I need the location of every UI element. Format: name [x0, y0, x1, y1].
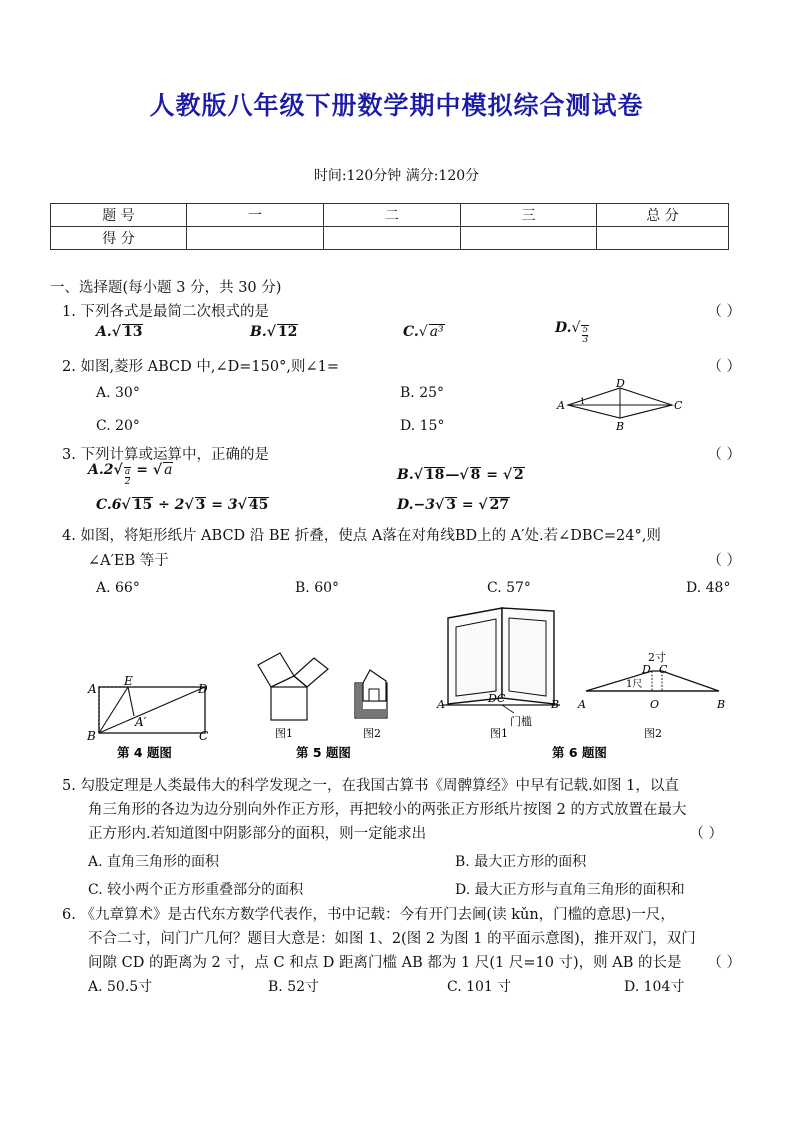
question-5-line1: 5. 勾股定理是人类最伟大的科学发现之一，在我国古算书《周髀算经》中早有记载.如图 1，以直 — [62, 778, 679, 794]
question-4-stem-line2: ∠A′EB 等于 — [88, 553, 169, 569]
figure-5-label-1: 图1 — [275, 727, 293, 740]
label-b: B — [551, 698, 560, 711]
answer-paren[interactable]: （ ） — [707, 955, 741, 971]
label-b: B — [616, 420, 625, 433]
figure-5-label-2: 图2 — [363, 727, 381, 740]
question-5-line3: 正方形内.若知道图中阴影部分的面积，则一定能求出 — [88, 826, 427, 842]
table-cell: 一 — [187, 204, 324, 227]
radicand: 13 — [122, 324, 143, 340]
question-6-line1: 6. 《九章算术》是古代东方数学代表作，书中记载：今有开门去阃(读 kǔn，门槛的意思)一尺， — [62, 907, 675, 923]
table-row — [51, 204, 729, 227]
page-title: 人教版八年级下册数学期中模拟综合测试卷 — [149, 91, 644, 120]
question-4-stem-line1: 4. 如图，将矩形纸片 ABCD 沿 BE 折叠，使点 A落在对角线BD上的 A′处.若∠DBC=24°,则 — [62, 528, 661, 544]
option-label: D.−3 — [397, 497, 435, 513]
label-a: A — [437, 698, 445, 711]
q2-option-c[interactable]: C. 20° — [96, 418, 140, 434]
figure-4 — [86, 674, 208, 760]
fraction-denominator: 3 — [582, 335, 589, 345]
table-cell[interactable] — [187, 227, 324, 250]
radicand: 27 — [489, 497, 510, 513]
label-d2: D — [642, 663, 651, 676]
fraction-numerator: 5 — [582, 325, 589, 335]
q1-option-b[interactable]: B.√ 12 — [250, 324, 298, 340]
divide: ÷ 2 — [158, 497, 185, 513]
label-b: B — [87, 729, 96, 743]
radicand: 2 — [514, 467, 524, 483]
q5-option-b[interactable]: B. 最大正方形的面积 — [455, 854, 587, 870]
table-cell: 总 分 — [597, 204, 729, 227]
radicand: 3 — [195, 497, 206, 513]
q2-option-b[interactable]: B. 25° — [400, 385, 445, 401]
fraction-numerator: a — [124, 467, 131, 477]
q5-option-c[interactable]: C. 较小两个正方形重叠部分的面积 — [88, 882, 304, 898]
question-5-line2: 角三角形的各边为边分别向外作正方形，再把较小的两张正方形纸片按图 2 的方式放置在最大 — [88, 802, 687, 818]
option-label: C. — [403, 324, 419, 340]
q6-option-d[interactable]: D. 104寸 — [624, 979, 685, 995]
radicand: 15 — [132, 497, 153, 513]
table-cell: 二 — [324, 204, 461, 227]
radicand: 3 — [446, 497, 456, 513]
q6-option-a[interactable]: A. 50.5寸 — [88, 979, 153, 995]
table-cell[interactable] — [597, 227, 729, 250]
label-d: D — [616, 377, 625, 390]
label-a: A — [88, 682, 97, 696]
answer-paren[interactable]: （ ） — [689, 826, 723, 842]
equals: = 3 — [211, 497, 238, 513]
radicand: 8 — [470, 467, 481, 483]
radicand: 45 — [248, 497, 269, 513]
label-2cun: 2寸 — [648, 651, 666, 664]
q4-option-a[interactable]: A. 66° — [96, 580, 140, 596]
label-c: C — [674, 399, 683, 412]
option-label: B. — [397, 467, 414, 483]
q2-option-a[interactable]: A. 30° — [96, 385, 140, 401]
label-angle-1: 1 — [580, 397, 586, 406]
section-heading: 一、选择题(每小题 3 分，共 30 分) — [50, 280, 282, 296]
figure-6 — [436, 608, 725, 760]
label-e: E — [124, 674, 133, 688]
q5-option-d[interactable]: D. 最大正方形与直角三角形的面积和 — [455, 882, 685, 898]
equals: = — [461, 497, 474, 513]
q4-option-b[interactable]: B. 60° — [295, 580, 340, 596]
q6-option-c[interactable]: C. 101 寸 — [447, 979, 512, 995]
q1-option-c[interactable]: C.√ a³ — [403, 324, 444, 340]
label-1chi: 1尺 — [626, 679, 643, 690]
answer-paren[interactable]: （ ） — [707, 553, 741, 569]
radicand: 18 — [424, 467, 445, 483]
figure-6-label-1: 图1 — [490, 727, 508, 740]
equals: = — [486, 467, 498, 483]
table-cell[interactable] — [324, 227, 461, 250]
table-cell: 得 分 — [51, 227, 187, 250]
question-2-stem: 2. 如图,菱形 ABCD 中,∠D=150°,则∠1= — [62, 359, 339, 375]
label-d: D — [198, 682, 208, 696]
answer-paren[interactable]: （ ） — [707, 304, 741, 320]
q6-option-b[interactable]: B. 52寸 — [268, 979, 320, 995]
answer-paren[interactable]: （ ） — [707, 359, 741, 375]
option-label: D. — [555, 320, 572, 336]
label-c2: C — [659, 663, 668, 676]
q2-option-d[interactable]: D. 15° — [400, 418, 445, 434]
q3-option-c[interactable]: C.6√ 15 ÷ 2√ 3 = 3√ 45 — [96, 497, 269, 513]
label-a-prime: A′ — [135, 715, 147, 729]
question-1-stem: 1. 下列各式是最简二次根式的是 — [62, 304, 269, 320]
option-label: A. — [96, 324, 112, 340]
table-cell: 题 号 — [51, 204, 187, 227]
q3-option-b[interactable]: B.√ 18—√ 8 = √ 2 — [397, 467, 524, 483]
q4-option-d[interactable]: D. 48° — [686, 580, 731, 596]
label-menkan: 门槛 — [510, 715, 532, 728]
label-a: A — [557, 399, 565, 412]
label-a2: A — [578, 698, 586, 711]
q5-option-a[interactable]: A. 直角三角形的面积 — [88, 854, 220, 870]
figure-6-caption: 第 6 题图 — [552, 745, 607, 760]
answer-paren[interactable]: （ ） — [707, 447, 741, 463]
q1-option-a[interactable]: A.√ 13 — [96, 324, 143, 340]
table-cell[interactable] — [461, 227, 597, 250]
label-o: O — [650, 698, 660, 711]
table-cell: 三 — [461, 204, 597, 227]
question-6-line2: 不合二寸，问门广几何？题目大意是：如图 1、2(图 2 为图 1 的平面示意图)，推开双门，双门 — [88, 931, 696, 947]
figure-4-caption: 第 4 题图 — [117, 745, 172, 760]
equals: = — [136, 462, 149, 478]
question-6-line3: 间隙 CD 的距离为 2 寸，点 C 和点 D 距离门槛 AB 都为 1 尺(1 尺=10 寸)，则 AB 的长是 — [88, 955, 682, 971]
radicand: a — [164, 462, 173, 478]
question-3-stem: 3. 下列计算或运算中，正确的是 — [62, 447, 269, 463]
rhombus-figure — [556, 375, 696, 433]
option-label: B. — [250, 324, 267, 340]
figure-5 — [258, 653, 387, 760]
figures-row — [84, 603, 744, 765]
q3-option-d[interactable]: D.−3√ 3 = √ 27 — [397, 497, 510, 513]
radicand: a³ — [429, 324, 444, 340]
label-dc: DC — [488, 692, 506, 705]
q3-option-a[interactable]: A.2√ $\frac{a}{2}$ = √ a — [88, 462, 173, 487]
minus: — — [445, 467, 460, 483]
label-c: C — [199, 729, 209, 743]
radicand: 12 — [277, 324, 298, 340]
figure-5-caption: 第 5 题图 — [296, 745, 351, 760]
option-label: C.6 — [96, 497, 122, 513]
exam-meta: 时间:120分钟 满分:120分 — [313, 168, 480, 184]
score-table — [50, 203, 729, 250]
figure-6-label-2: 图2 — [644, 727, 662, 740]
q1-option-d[interactable]: D.√ $\frac{5}{3}$ — [555, 320, 589, 345]
fraction-denominator: 2 — [124, 477, 131, 487]
option-label: A.2 — [88, 462, 114, 478]
table-row — [51, 227, 729, 250]
label-b2: B — [717, 698, 726, 711]
q4-option-c[interactable]: C. 57° — [487, 580, 531, 596]
